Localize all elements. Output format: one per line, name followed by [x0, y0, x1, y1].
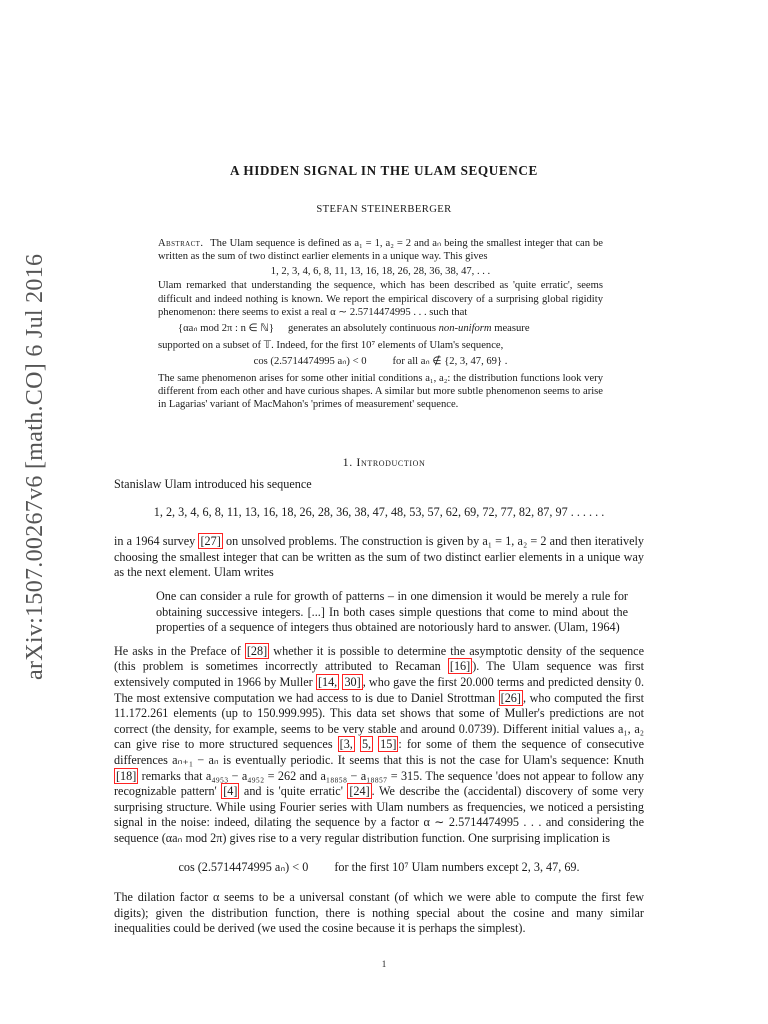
citation-14[interactable]: [14, — [317, 674, 338, 689]
body-p3-c: ). The Ulam sequence was first extensively computed in 1966 by Muller — [114, 659, 644, 689]
citation-26[interactable]: [26] — [500, 690, 521, 705]
citation-5[interactable]: 5, — [361, 737, 372, 752]
citation-30[interactable]: 30] — [344, 674, 361, 689]
abstract-set-tail-em: non-uniform — [438, 323, 492, 335]
body-p4: The dilation factor α seems to be a universal constant (of which we were able to compute the first few digits); given the distribution function, there is nothing special about the cosine and many similar inequalities could be derived (we used the cosine because it is perhaps the simplest). — [114, 890, 644, 936]
body-sequence: 1, 2, 3, 4, 6, 8, 11, 13, 16, 18, 26, 28, 36, 38, 47, 48, 53, 57, 62, 69, 72, 77, 82, 87, 97 . . . . . . — [153, 504, 605, 519]
abstract-p4: The same phenomenon arises for some other initial conditions a₁, a₂: the distribution functions look very different from each other and have curious shapes. A similar but more subtle phenomenon seems to arise in Lagarias' variant of MacMahon's 'primes of measurement' sequence. — [158, 372, 603, 411]
body-disp-right: for the first 10⁷ Ulam numbers except 2, 3, 47, 69. — [334, 860, 580, 875]
body-display-inequality — [114, 860, 644, 876]
abstract-set-expr: {αaₙ mod 2π : n ∈ ℕ} — [178, 323, 274, 335]
citation-24[interactable]: [24] — [349, 784, 370, 799]
body-p2-a: in a 1964 survey — [114, 534, 196, 549]
abstract-p2: Ulam remarked that understanding the sequence, which has been described as 'quite erratic', seems difficult and indeed nothing is known. We report the empirical discovery of a surprising global rigidity phenomenon: there seems to exist a real α ∼ 2.5714474995 . . . such that — [158, 280, 603, 319]
abstract-p1 — [158, 237, 603, 264]
arxiv-stamp: arXiv:1507.00267v6 [math.CO] 6 Jul 2016 — [22, 253, 48, 680]
abstract-set-tail-a: generates an absolutely continuous — [287, 323, 436, 335]
body-p3-h: and is 'quite erratic' — [243, 784, 343, 799]
body-p2-b: on unsolved problems. The construction is given by a₁ = 1, a₂ = 2 and then iteratively choosing the smallest integer that can be written as the sum of two distinct earlier elements in a unique way as the next element. Ulam writes — [114, 534, 645, 580]
page-number: 1 — [381, 959, 387, 969]
citation-15[interactable]: 15] — [380, 737, 397, 752]
body-p2 — [114, 534, 644, 581]
citation-18[interactable]: [18] — [116, 768, 137, 783]
abstract-ineq-left: cos (2.5714474995 aₙ) < 0 — [253, 356, 367, 368]
paper-author: STEFAN STEINERBERGER — [316, 204, 452, 215]
body-p3-b: whether it is possible to determine the asymptotic density of the sequence (this problem is sometimes incorrectly attributed to Recaman — [114, 643, 645, 674]
abstract-ineq-right: for all aₙ ∉ {2, 3, 47, 69} . — [392, 356, 508, 368]
abstract — [158, 237, 603, 412]
body-text — [114, 477, 644, 937]
abstract-seq: 1, 2, 3, 4, 6, 8, 11, 13, 16, 18, 26, 28, 36, 38, 47, . . . — [270, 265, 491, 277]
body-p3-i: . We describe the (accidental) discovery of some very surprising structure. While using Fourier series with Ulam numbers as frequencies, we noticed a persisting signal in the noise: indeed, dilating the sequence by a factor α ∼ 2.5714474995 . . . and considering the sequence (αaₙ mod 2π) gives rise to a very regular distribution function. One surprising implication is — [114, 784, 645, 845]
section-heading: 1. Introduction — [342, 455, 426, 469]
body-p3-g: remarks that a₄₉₅₃ − a₄₉₅₂ = 262 and a₁₈₈₅₈ − a₁₈₈₅₇ = 315. The sequence 'does not appear to follow any recognizable pattern' — [114, 768, 644, 799]
body-p3-f: : for some of them the sequence of consecutive differences aₙ₊₁ − aₙ is eventually periodic. It seems that this is not the case for Ulam's sequence: Knuth — [114, 737, 645, 767]
ulam-quote: One can consider a rule for growth of patterns – in one dimension it would be merely a rule for obtaining successive integers. [...] In both cases simple questions that come to mind about the properties of a sequence of integers thus obtained are notoriously hard to answer. (Ulam, 1964) — [156, 588, 628, 635]
body-p3-e: , who computed the first 11.172.261 elements (up to 150.999.995). This data set shows that some of Muller's predictions are not correct (the density, for example, seems to be very stable and around 0.0739). Different initial values a₁, a₂ can give rise to more structured sequences — [114, 690, 645, 752]
citation-16[interactable]: [16] — [449, 659, 471, 674]
abstract-inequality — [158, 355, 603, 368]
abstract-p1-text: The Ulam sequence is defined as a₁ = 1, a₂ = 2 and aₙ being the smallest integer that can be written as the sum of two distinct earlier elements in a unique way. This gives — [158, 238, 603, 263]
body-p3 — [114, 644, 644, 847]
body-disp-left: cos (2.5714474995 aₙ) < 0 — [178, 860, 309, 875]
abstract-p3: supported on a subset of 𝕋. Indeed, for the first 10⁷ elements of Ulam's sequence, — [158, 339, 504, 351]
body-intro: Stanislaw Ulam introduced his sequence — [114, 477, 312, 491]
body-p3-a: He asks in the Preface of — [114, 643, 241, 658]
abstract-heading: Abstract. — [158, 238, 204, 249]
citation-3[interactable]: [3, — [339, 737, 353, 752]
citation-27[interactable]: [27] — [200, 534, 221, 549]
citation-28[interactable]: [28] — [246, 643, 268, 658]
citation-4[interactable]: [4] — [223, 784, 238, 799]
abstract-set-line — [158, 322, 603, 335]
body-p3-d: , who gave the first 20.000 terms and predicted density 0. The most extensive computation we had access to is due to Daniel Strottman — [114, 674, 645, 705]
paper-title: A HIDDEN SIGNAL IN THE ULAM SEQUENCE — [230, 163, 538, 178]
abstract-set-tail-b: measure — [494, 323, 530, 335]
